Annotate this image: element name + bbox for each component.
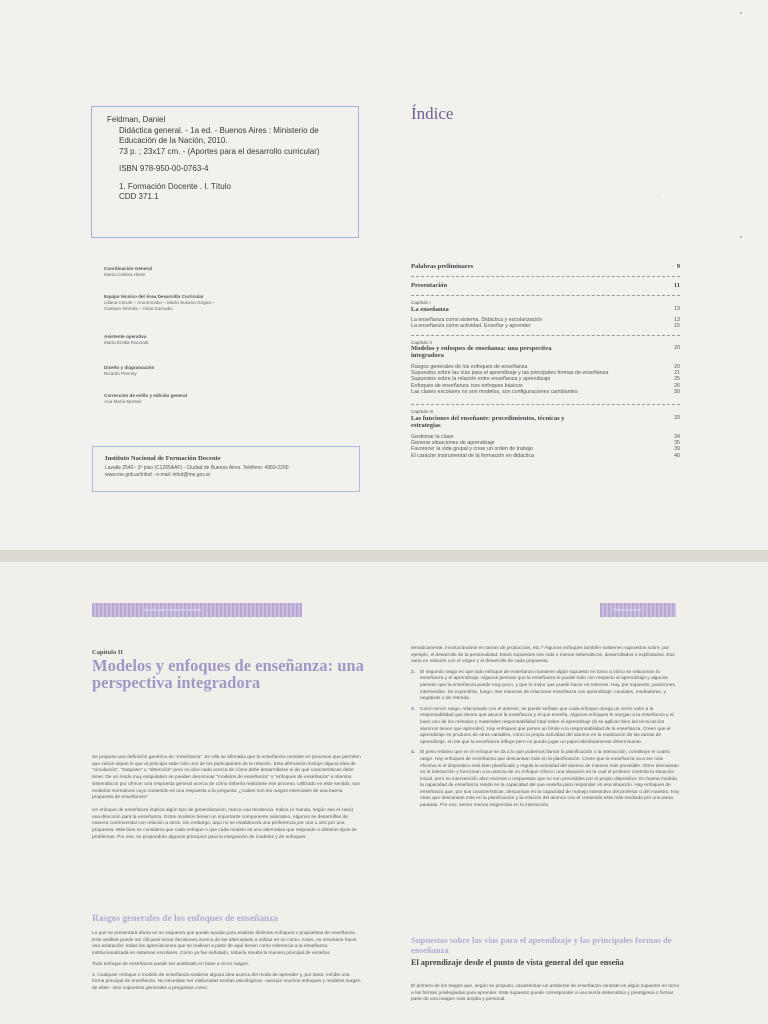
toc-item-label: La enseñanza como actividad. Enseñar y aprender [411, 323, 531, 330]
section-heading: Rasgos generales de los enfoques de enseñanza [92, 914, 278, 924]
paragraph: Lo que se presentará ahora es un esquema que puede ayudar para analizar distintos enfoques o propuestas de enseñanza. Este análisis puede ser útil para tomar decisiones acerca de las alternativas a utilizar en un curso. Antes, es necesario hacer una aclaración: todas las apreciaciones que se realicen a partir de aquí tienen como referencia a la enseñanza institucionalizada en sistemas escolares. Como ya fue señalado, todavía resulta la manera principal de enseñar. [92, 931, 357, 957]
toc-item-label: Las clases escolares no son modelos, son configuraciones cambiantes [411, 389, 578, 395]
cip-publisher: Educación de la Nación, 2010. [119, 136, 228, 145]
toc-page-number: 9 [676, 263, 680, 270]
cip-title: Didáctica general. - 1a ed. - Buenos Aires : Ministerio de [119, 125, 319, 135]
toc-chapter [411, 409, 680, 459]
scan-speck [740, 12, 742, 14]
toc-divider [411, 404, 680, 405]
toc-item-label: Gestionar la clase [411, 433, 454, 440]
item-number: 2. [411, 669, 416, 675]
toc-chapter-label: Capítulo II [411, 339, 432, 345]
paragraph: 1. Cualquier enfoque o modelo de enseñanza sostiene alguna idea acerca del modo de aprender y, por tanto, exhibe una forma principal de enseñanza. No necesitan ser elaboradas teorías psicológicas –aunque muchos enfoques y modelos surgen de ellas– sino supuestos generales a preguntas como: [92, 972, 361, 991]
toc-chapter-title: La enseñanza [411, 305, 449, 313]
toc-entry[interactable] [411, 262, 680, 271]
chapter-label: Capítulo II [92, 649, 123, 656]
toc-page-number: 26 [674, 382, 680, 389]
toc-item[interactable] [411, 389, 680, 395]
numbered-item [411, 670, 681, 703]
credit-name: Ricardo Penney [104, 371, 137, 376]
toc-item-label: Favorecer la vida grupal y crear un orden de trabajo [411, 446, 533, 453]
toc-divider [411, 276, 680, 277]
index-title: Índice [411, 104, 454, 123]
running-header-bar [600, 603, 676, 617]
item-text: Como tercer rasgo, relacionado con el anterior, se puede señalar que cada enfoque otorga un cierto valor a la responsabilidad que tienen que asumir la enseñanza y el que enseña. Algunos enfoques le otorgan a la enseñanza y al buen uso de los métodos y materiales responsabilidad total sobre el aprendizaje (si se aplican bien las técnicas los alumnos tienen que aprender). Hay enfoques que ponen un límite a la responsabilidad de la enseñanza. Creen que el aprendizaje es producto de otras variables, como la propia actividad del alumno en la realización de las tareas de aprendizaje, en las que la enseñanza influye pero no puede jugar un papel absolutamente determinante. [420, 706, 674, 745]
credit-block [104, 334, 334, 346]
paragraph: Todo enfoque de enseñanza puede ser analizado en base a cinco rasgos. [92, 961, 250, 967]
credit-name: Liliana Cerutti – Ana Encabo – María Susana Gogna – [104, 300, 215, 305]
credit-name: Ana María Monteir [104, 399, 142, 404]
item-text: El peso relativo que en el enfoque se da a lo que podemos llamar la planificación o la interacción, constituye el cuarto rasgo. Hay enfoques de enseñanza que descansan más en la planificación. Creen que la enseñanza va a ser más efectiva si el dispositivo está bien planificado y regula la actividad del alumno de manera más previsible. Otros descansan en la interacción y funcionan a la usanza de un enfoque clínico: una situación en la cual el profesor controla la situación inicial, pero su intervención abre eventos o respuestas que no son previsibles por el propio dispositivo. En buena medida, la capacidad de enseñanza reside en la capacidad del que enseña para responder en esa situación. Hay enfoques de enseñanza que, por sus características, descansan en la capacidad de manejo interactivo del profesor o del maestro. Hay otras que descansan más en la planificación y la relación del alumno con el contenido está más mediada por una tarea pautada. Por eso, tienen menos exigencias en la interacción. [420, 750, 680, 809]
institute-web: www.me.gob.ar/infod - e-mail: infod@me.gov.ar [105, 471, 211, 478]
toc-item-label: Rasgos generales de los enfoques de enseñanza [411, 363, 528, 370]
toc-item[interactable] [411, 453, 680, 459]
item-number: 3. [411, 706, 416, 712]
left-body-text [92, 755, 361, 847]
table-of-contents [411, 262, 680, 459]
toc-chapter-heading[interactable] [411, 415, 680, 430]
cip-cdd: CDD 371.1 [119, 192, 159, 201]
toc-chapter [411, 300, 680, 330]
toc-item-label: El carácter instrumental de la formación en didáctica [411, 452, 535, 459]
toc-page-number: 34 [674, 433, 680, 440]
credit-heading: Corrección de estilo y edición general [104, 393, 187, 398]
cip-physical: 73 p. ; 23x17 cm. - (Aportes para el desarrollo curricular) [119, 146, 320, 156]
paragraph: Se propuso una definición genérica de "enseñanza". En ella se afirmaba que la enseñanza consiste en procesos que permiten que varios sepan lo que al principio sabe solo uno de los participantes de la relación. Esta afirmación incluye alguna idea de "circulación", "traspaso" u "obtención" pero no dice nada acerca de cómo debe desarrollarse ni de qué características debe tener. De un modo muy estipulativo se pueden denominar "modelos de enseñanza" o "enfoques de enseñanza" a intentos sistemáticos por ofrecer una respuesta general acerca de cómo debería realizarse ese proceso. Utilizado en este sentido, son modelos normativos cuyo contenido es una respuesta a la pregunta: ¿cuáles son los rasgos esenciales de una buena propuesta de enseñanza? [92, 755, 361, 801]
institute-box [92, 446, 360, 492]
toc-chapter-heading[interactable] [411, 345, 680, 360]
toc-page-number: 40 [674, 452, 680, 459]
toc-page-number: 13 [674, 305, 680, 312]
toc-item[interactable] [411, 323, 680, 329]
toc-item-label: Enfoques de enseñanza: tres enfoques básicos [411, 382, 523, 389]
toc-item-label: La enseñanza como sistema. Didáctica y escolarización [411, 316, 543, 323]
credits [104, 266, 334, 421]
item-number: 4. [411, 750, 416, 756]
toc-entry-label: Palabras preliminares [411, 263, 474, 270]
scan-speck [740, 236, 742, 238]
numbered-item [411, 707, 681, 747]
toc-page-number: 11 [673, 282, 680, 289]
credit-heading: Diseño y diagramación [104, 365, 155, 370]
toc-page-number: 20 [674, 345, 680, 351]
running-header-bar [92, 603, 302, 617]
credit-name: María Cristina Hisse [104, 272, 146, 277]
subsection-body: El primero de los rasgos que, según se propuso, caracterizan un ambiente de enseñanza consiste en algún supuesto en torno a las formas privilegiadas para aprender. Este supuesto puede corresponder a una teoría sistemática y prestigiosa o formar parte de una imagen más amplia y personal. [411, 984, 680, 1003]
toc-chapter-label: Capítulo III [411, 409, 434, 415]
credit-block [104, 365, 334, 377]
running-header-text: Aportes para el desarrollo curricular [144, 608, 201, 612]
numbered-item [411, 750, 681, 809]
credit-block [104, 393, 334, 405]
toc-page-number: 13 [674, 316, 680, 323]
credit-heading: Coordinación General [104, 266, 152, 271]
toc-item-label: Supuestos sobre las vías para el aprendizaje y las principales formas de enseñanza [411, 370, 609, 377]
section-body [92, 931, 361, 997]
paragraph: Un enfoque de enseñanza implica algún tipo de generalización, marca una tendencia. Indica (o manda, según sea el caso) una dirección para la enseñanza. Estos modelos tienen un importante componente valorativo. Algunos se desarrollan de manera controversial con relación a otros. Sin embargo, aquí no se establecerá una preferencia por uno u otro por una propuesta. Más bien se considera que cada enfoque o que cada modelo es una alternativa que responde a distintos tipos de problemas. Por eso, se propondrán algunos principios para la integración de modelos y de enfoques. [92, 807, 357, 840]
paragraph: tematicamente, involucrándose en tareas de producción, etc.? Algunos enfoques también sostienen supuestos sobre, por ejemplo, el desarrollo de la personalidad. Estos supuestos son más o menos sistemáticos, desarrollados o explicitados. Eso varía en relación con el origen y el desarrollo de cada propuesta. [411, 646, 675, 665]
toc-item-label: Generar situaciones de aprendizaje [411, 439, 495, 446]
right-body-text [411, 646, 681, 814]
scan-speck [658, 196, 659, 197]
credit-heading: Equipo técnico del Área Desarrollo Curricular [104, 294, 204, 299]
catalog-record [91, 106, 359, 238]
cip-isbn: ISBN 978-950-00-0763-4 [119, 164, 209, 173]
toc-chapter-title: Modelos y enfoques de enseñanza: una perspectiva integradora [411, 345, 552, 360]
toc-page-number: 25 [674, 376, 680, 383]
credit-block [104, 266, 334, 278]
toc-chapter-title: Las funciones del enseñante: procedimientos, técnicas y estrategias [411, 414, 565, 430]
toc-divider [411, 295, 680, 296]
page-gutter [0, 550, 768, 562]
cip-author: Feldman, Daniel [107, 115, 166, 124]
subsection-subheading: El aprendizaje desde el punto de vista general del que enseña [411, 958, 624, 967]
toc-entry[interactable] [411, 281, 680, 290]
item-text: El segundo rasgo es que todo enfoque de enseñanza mantiene algún supuesto en torno a cómo se relacionan la enseñanza y el aprendizaje. Algunos piensan que la enseñanza lo puede todo con respecto al aprendizaje y algunos piensan que la enseñanza puede muy poco, y que lo mejor que puede hacer es retirarse. Hay, por supuesto, posiciones intermedias. Se expondrán, luego, tres maneras de relacionar enseñanza con aprendizaje: causales, mediadoras, y negativas o de retirada. [420, 669, 675, 702]
toc-page-number: 35 [674, 439, 680, 446]
toc-page-number: 15 [674, 323, 680, 330]
credit-name: Gustavo Mórtola – Alicia Zamudio [104, 306, 173, 311]
toc-chapter-label: Capítulo I [411, 300, 431, 305]
credit-block [104, 294, 334, 312]
running-header-text: Didáctica general [613, 608, 641, 612]
toc-item-label: Supuestos sobre la relación entre enseñanza y aprendizaje [411, 376, 551, 383]
toc-chapter-heading[interactable] [411, 306, 680, 313]
chapter-title: Modelos y enfoques de enseñanza: una perspectiva integradora [92, 656, 364, 692]
toc-page-number: 33 [674, 414, 680, 421]
toc-page-number: 30 [674, 389, 680, 395]
credit-name: María Emilia Racciatti [104, 340, 149, 345]
subsection-heading: Supuestos sobre las vías para el aprendizaje y las principales formas de enseñanza [411, 935, 672, 955]
credit-heading: Asistente operativa [104, 334, 147, 339]
toc-entry-label: Presentación [411, 282, 448, 289]
institute-name: Instituto Nacional de Formación Docente [105, 455, 221, 462]
toc-divider [411, 335, 680, 336]
toc-page-number: 21 [674, 370, 680, 377]
toc-page-number: 39 [674, 446, 680, 453]
institute-address: Lavalle 2540 - 3º piso (C1205AAF) - Ciudad de Buenos Aires. Teléfono: 4959-2200 [105, 464, 289, 471]
toc-chapter [411, 340, 680, 396]
cip-subject: 1. Formación Docente . I. Título [119, 181, 231, 191]
toc-page-number: 20 [674, 363, 680, 370]
